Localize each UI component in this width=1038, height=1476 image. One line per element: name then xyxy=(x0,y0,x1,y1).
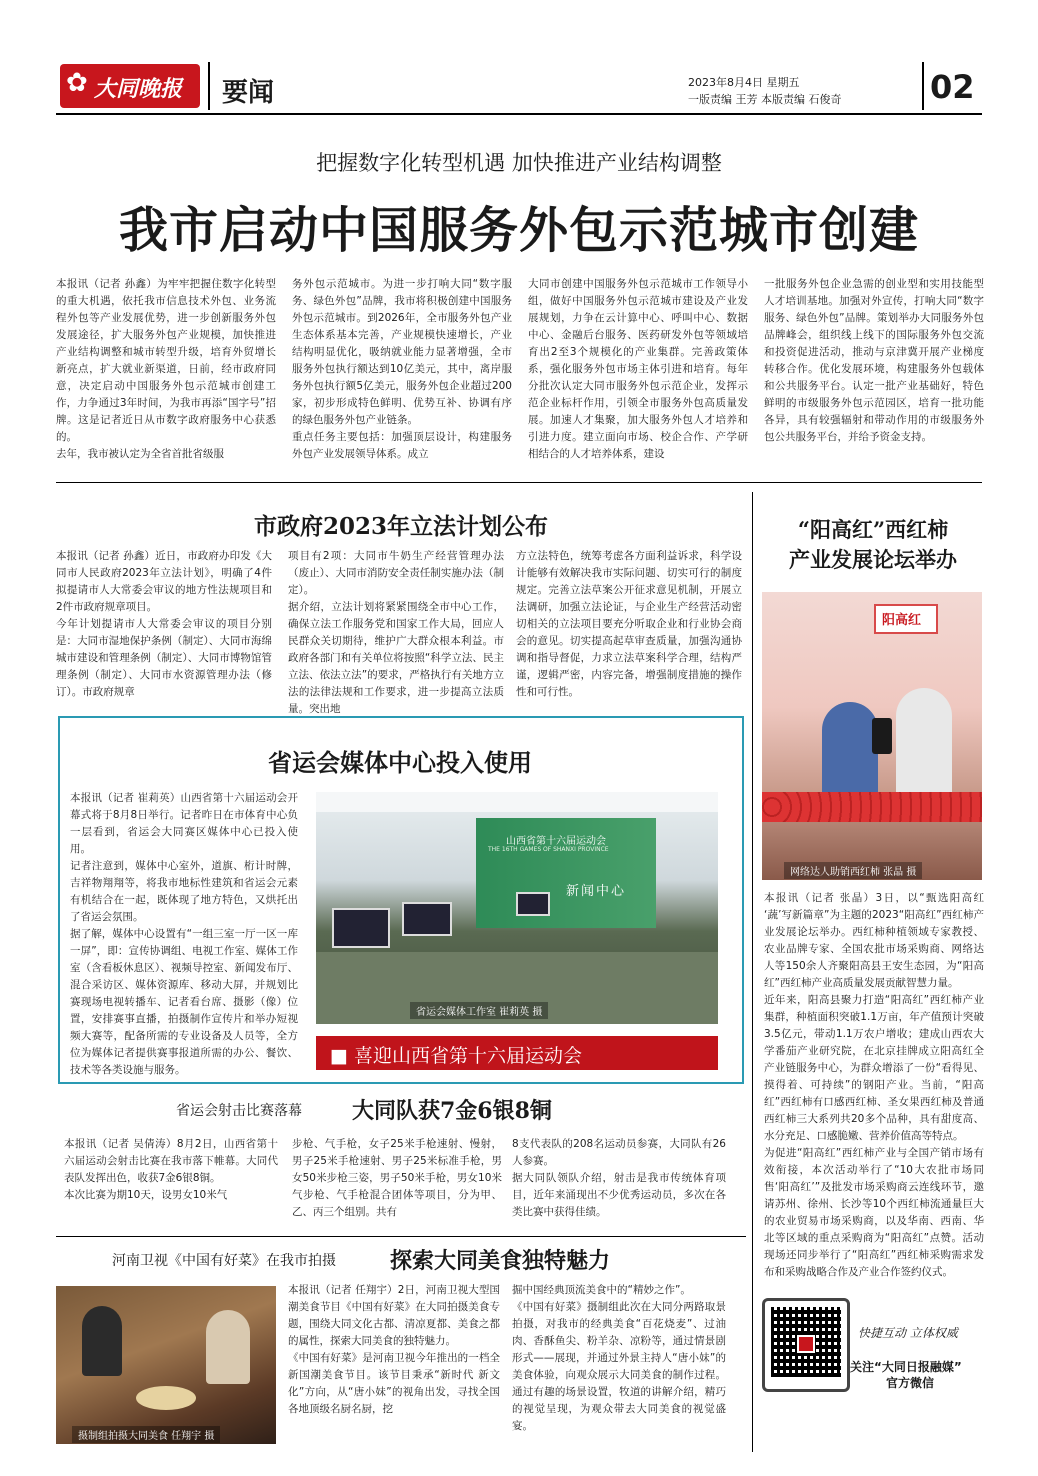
tomato-body: 本报讯（记者 张晶）3日，以“甄选阳高红 ‘蔬’写新篇章”为主题的2023“阳高红”西红柿产业发展论坛举办。西红柿种植领域专家教授、农业品牌专家、全国农批市场采购商、网络达人等150余人齐聚阳高县王安生态园，为“阳高红”西红柿产业高质量发展贡献智慧力量。 近年来，阳高县聚力打造“阳高红”西红柿产业集群，种植面积突破1.1万亩，年产值预计突破3.5亿元，带动1.1万农户增收；建成山西农大学番茄产业研究院，在北京挂牌成立阳高红全产业链服务中心，为群众增添了一份“看得见、摸得着、可持续”的钢阳产业。当前，“阳高红”西红柿有口感西红柿、圣女果西红柿及普通西红柿三大系列共20多个品种，具有甜度高、水分充足、口感脆嫩、营养价值高等特点。 为促进“阳高红”西红柿产业与全国产销市场有效衔接，本次活动举行了“10大农批市场同售‘阳高红’”及批发市场采购商云连线环节，邀请苏州、徐州、长沙等10个西红柿流通量巨大的农业贸易市场采购商，以及华南、西南、华北等区域的重点采购商为“阳高红”点赞。活动现场还同步举行了“阳高红”西红柿采购需求发布和采购战略合作及产业合作签约仪式。 xyxy=(764,892,984,1278)
qr-block xyxy=(762,1298,984,1390)
logo-flame-icon: ✿ xyxy=(66,68,88,98)
shooting-col-1: 本报讯（记者 吴倩涛）8月2日，山西省第十六届运动会射击比赛在我市落下帷幕。大同代表队发挥出色，收获7金6银8铜。 本次比赛为期10天，设男女10米气 xyxy=(64,1138,278,1201)
photo-monitor xyxy=(516,892,550,916)
tomato-headline-1: “阳高红”西红柿 xyxy=(797,517,949,542)
masthead xyxy=(56,60,982,116)
qr-slogan: 快捷互动 立体权威 xyxy=(858,1326,958,1340)
food-col-1: 本报讯（记者 任翔宇）2日，河南卫视大型国潮美食节目《中国有好菜》在大同拍摄美食专题，围绕大同文化古都、清凉夏都、美食之都的属性，探索大同美食的独特魅力。 《中国有好菜》是河南卫视今年推出的一档全新国潮美食节目。该节目秉承“新时代 新文化”方向，从“唐小妹”的视角出发，寻找全国各地顶级名厨名厨，挖 xyxy=(288,1284,500,1415)
tomato-headline-2: 产业发展论坛举办 xyxy=(789,547,957,572)
photo-monitor xyxy=(332,908,390,948)
masthead-rule xyxy=(56,113,982,115)
photo-person xyxy=(896,688,952,808)
editors-line: 一版责编 王芳 本版责编 石俊奇 xyxy=(688,93,842,106)
tomato-photo xyxy=(762,592,982,880)
section-divider xyxy=(208,62,210,110)
photo-banner-text: 山西省第十六届运动会 xyxy=(506,836,606,847)
shooting-col-2: 步枪、气手枪，女子25米手枪速射、慢射，男子25米手枪速射、男子25米标准手枪，男女50米步枪三姿，男子50米手枪，男女10米气步枪、气手枪混合团体等项目，分为甲、乙、丙三个组别。共有 xyxy=(292,1138,502,1218)
lead-col-4: 一批服务外包企业急需的创业型和实用技能型人才培训基地。加强对外宣传，打响大同“数字服务、绿色外包”品牌。策划举办大同服务外包品牌峰会，组织线上线下的国际服务外包交流和投资促进活动，推动与京津冀开展产业梯度转移合作。优化发展环境，构建服务外包载体和公共服务平台。认定一批产业基础好，特色鲜明的市级服务外包示范园区，培育一批功能各异，具有较强辐射和带动作用的市级服务外包公共服务平台，并给予资金支持。 xyxy=(764,278,984,443)
photo-tomatoes xyxy=(762,792,982,822)
shooting-kicker: 省运会射击比赛落幕 xyxy=(176,1103,302,1119)
right-column-rule xyxy=(752,492,753,1452)
photo-monitor xyxy=(402,902,452,936)
media-photo-caption: 省运会媒体工作室 崔莉英 摄 xyxy=(410,1002,548,1019)
section-title: 要闻 xyxy=(222,78,275,108)
logo-text: 大同晚报 xyxy=(94,76,183,102)
legis-headline: 市政府2023年立法计划公布 xyxy=(253,513,548,540)
tomato-photo-caption: 网络达人助销西红柿 张晶 摄 xyxy=(784,862,922,879)
lead-headline: 我市启动中国服务外包示范城市创建 xyxy=(118,201,919,259)
shooting-headline: 大同队获7金6银8铜 xyxy=(352,1098,552,1124)
logo xyxy=(60,64,200,108)
food-photo-caption: 摄制组拍摄大同美食 任翔宇 摄 xyxy=(72,1426,220,1443)
qr-code[interactable] xyxy=(762,1298,850,1392)
games-banner-label: ■ 喜迎山西省第十六届运动会 xyxy=(330,1045,582,1067)
media-headline: 省运会媒体中心投入使用 xyxy=(268,748,532,777)
photo-green-wall xyxy=(476,818,656,928)
page-number: 02 xyxy=(930,68,975,106)
food-col-2: 掘中国经典顶流美食中的“精妙之作”。 《中国有好菜》摄制组此次在大同分两路取景拍摄，对我市的经典美食“百花烧麦”、过油肉、香酥鱼尖、粉羊杂、凉粉等，通过情景剧形式——展现，并通过外景主持人“唐小妹”的美食体验，向观众展示大同美食的制作过程。通过有趣的场景设置，牧道的讲解介绍，精巧的视觉呈现，为观众带去大同美食的视觉盛宴。 xyxy=(512,1284,726,1432)
qr-center-logo xyxy=(797,1335,815,1353)
photo-banner-en: THE 16TH GAMES OF SHANXI PROVINCE xyxy=(488,846,609,853)
photo-sign-board xyxy=(874,604,938,634)
photo-person xyxy=(206,1310,250,1384)
page-divider xyxy=(922,62,924,110)
photo-dish xyxy=(136,1386,196,1410)
lead-col-1: 本报讯（记者 孙鑫）为牢牢把握住数字化转型的重大机遇，依托我市信息技术外包、业务流程外包等产业发展优势，进一步创新服务外包发展途径，扩大服务外包产业规模，加快推进产业结构调整和城市转型升级，培育外贸增长新亮点，扩大就业新渠道，日前，经市政府同意，决定启动中国服务外包示范城市创建工作，力争通过3年时间，为我市再添“国字号”招牌。这是记者近日从市数字政府服务中心获悉的。 去年，我市被认定为全省首批省级服 xyxy=(56,278,276,460)
lead-bottom-rule xyxy=(56,482,982,483)
legis-col-3: 方立法特色，统筹考虑各方面利益诉求，科学设计能够有效解决我市实际问题、切实可行的制度规定。完善立法草案公开征求意见机制，开展立法调研，加强立法论证，与企业生产经营活动密切相关的立法项目要充分听取企业和行业协会商会的意见。切实提高起草审查质量，加强沟通协调和指导督促，力求立法草案科学合理，结构严谨，逻辑严密，内容完备，增强制度措施的操作性和可行性。 xyxy=(516,550,742,698)
lead-kicker: 把握数字化转型机遇 加快推进产业结构调整 xyxy=(316,151,722,175)
food-headline: 探索大同美食独特魅力 xyxy=(390,1248,611,1274)
photo-person xyxy=(82,1306,122,1376)
qr-follow: 关注“大同日报融媒” xyxy=(850,1360,962,1374)
photo-lightbox xyxy=(316,792,718,812)
photo-wall-text: 新闻中心 xyxy=(566,884,627,899)
photo-sign-text: 阳高红 xyxy=(882,613,922,628)
date-line: 2023年8月4日 星期五 xyxy=(688,76,800,89)
games-banner xyxy=(316,1036,718,1070)
photo-phone xyxy=(872,718,892,754)
food-photo xyxy=(56,1286,276,1444)
qr-account: 官方微信 xyxy=(886,1376,935,1390)
legis-col-1: 本报讯（记者 孙鑫）近日，市政府办印发《大同市人民政府2023年立法计划》，明确了4件拟提请市人大常委会审议的地方性法规项目和2件市政府规章项目。 今年计划提请市人大常委会审议的项目分别是：大同市湿地保护条例（制定）、大同市海绵城市建设和管理条例（制定）、大同市博物馆管理条例（制定）、大同市水资源管理办法（修订）。市政府规章 xyxy=(56,550,272,698)
shooting-col-3: 8支代表队的208名运动员参赛，大同队有26人参赛。 据大同队领队介绍，射击是我市传统体育项目，近年来涌现出不少优秀运动员，多次在各类比赛中获得佳绩。 xyxy=(512,1138,726,1218)
shooting-bottom-rule xyxy=(56,1236,746,1237)
legis-col-2: 项目有2项：大同市牛奶生产经营管理办法（废止）、大同市消防安全责任制实施办法（制定）。 据介绍，立法计划将紧紧围绕全市中心工作，确保立法工作服务党和国家工作大局，回应人民群众关切期待，维护广大群众根本利益。市政府各部门和有关单位将按照“科学立法、民主立法、依法立法”的要求，严格执行有关地方立法的法律法规和工作要求，进一步提高立法质量。突出地 xyxy=(288,550,504,715)
media-body: 本报讯（记者 崔莉英）山西省第十六届运动会开幕式将于8月8日举行。记者昨日在市体育中心负一层看到，省运会大同赛区媒体中心已投入使用。 记者注意到，媒体中心室外，道旗、桁计时牌，吉祥物翔翔等，将我市地标性建筑和省运会元素有机结合在一起，既体现了地方特色，又烘托出了省运会氛围。 据了解，媒体中心设置有“一组三室一厅一区一库一屏”，即：宣传协调组、电视工作室、媒体工作室（含看板休息区）、视频导控室、新闻发布厅、混合采访区、媒体资源库、移动大屏，并规划比赛现场电视转播车、记者看台席、摄影（像）位置，安排赛事直播，拍摄制作宣传片和举办短视频大赛等，配备所需的专业设备及人员等，全方位为媒体记者提供赛事报道所需的办公、餐饮、技术等各类设施与服务。 xyxy=(70,792,298,1076)
food-kicker: 河南卫视《中国有好菜》在我市拍摄 xyxy=(112,1253,336,1269)
lead-col-3: 大同市创建中国服务外包示范城市工作领导小组，做好中国服务外包示范城市建设及产业发展规划，力争在云计算中心、呼叫中心、数据中心、金融后台服务、医药研发外包等领域培育出2至3个规模化的产业集群。完善政策体系，强化服务外包市场主体引进和培育。每年分批次认定大同市服务外包示范企业，发挥示范企业标杆作用，引领全市服务外包高质量发展。加速人才集聚，加大服务外包人才培养和引进力度。建立面向市场、校企合作、产学研相结合的人才培养体系，建设 xyxy=(528,278,748,460)
media-photo xyxy=(316,792,718,1024)
lead-col-2: 务外包示范城市。为进一步打响大同“数字服务、绿色外包”品牌，我市将积极创建中国服务外包示范城市。到2026年，全市服务外包产业生态体系基本完善，产业规模快速增长，产业结构明显优化，吸纳就业能力显著增强，全市服务外包执行额达到10亿美元，其中，离岸服务外包执行额5亿美元，服务外包企业超过200家，初步形成特色鲜明、优势互补、协调有序的绿色服务外包产业链条。 重点任务主要包括：加强顶层设计，构建服务外包产业发展领导体系。成立 xyxy=(292,278,512,460)
